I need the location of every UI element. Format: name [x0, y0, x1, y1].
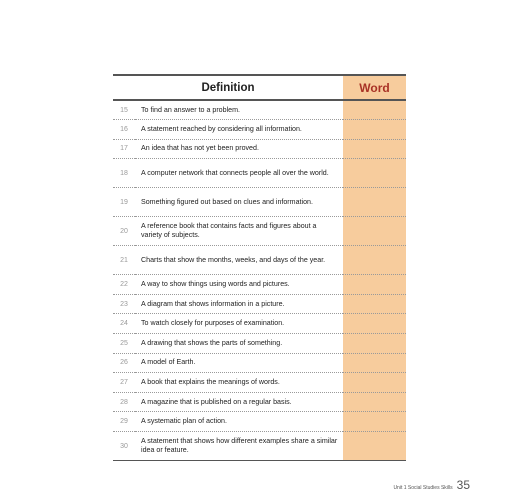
table-row [113, 294, 406, 314]
row-number: 16 [113, 120, 135, 140]
unit-label: Unit 1 Social Studies Skills [393, 485, 453, 491]
definition-text: A computer network that connects people all over the world. [135, 159, 343, 188]
word-answer-cell[interactable] [343, 412, 406, 432]
word-answer-cell[interactable] [343, 294, 406, 314]
definition-text: A reference book that contains facts and figures about a variety of subjects. [135, 217, 343, 246]
word-answer-cell[interactable] [343, 334, 406, 354]
table-row [113, 188, 406, 217]
definition-text: An idea that has not yet been proved. [135, 139, 343, 159]
definition-text: Something figured out based on clues and information. [135, 188, 343, 217]
row-number: 21 [113, 246, 135, 275]
row-number: 22 [113, 275, 135, 295]
word-answer-cell[interactable] [343, 159, 406, 188]
word-answer-cell[interactable] [343, 139, 406, 159]
table-row [113, 412, 406, 432]
page-footer [350, 478, 470, 492]
definition-text: A magazine that is published on a regular basis. [135, 392, 343, 412]
definition-text: A way to show things using words and pictures. [135, 275, 343, 295]
page-number: 35 [456, 478, 470, 492]
table-row [113, 246, 406, 275]
definition-text: A statement reached by considering all information. [135, 120, 343, 140]
table-row [113, 373, 406, 393]
table-row [113, 353, 406, 373]
table-row [113, 275, 406, 295]
row-number: 23 [113, 294, 135, 314]
word-answer-cell[interactable] [343, 275, 406, 295]
definition-text: A systematic plan of action. [135, 412, 343, 432]
row-number: 26 [113, 353, 135, 373]
table-header-row [113, 75, 406, 100]
table-row [113, 314, 406, 334]
definition-text: A diagram that shows information in a picture. [135, 294, 343, 314]
definition-text: A model of Earth. [135, 353, 343, 373]
row-number: 30 [113, 432, 135, 461]
table-row [113, 159, 406, 188]
word-column-header: Word [343, 75, 406, 100]
word-answer-cell[interactable] [343, 353, 406, 373]
word-answer-cell[interactable] [343, 373, 406, 393]
word-answer-cell[interactable] [343, 188, 406, 217]
word-answer-cell[interactable] [343, 100, 406, 120]
definition-text: A book that explains the meanings of words. [135, 373, 343, 393]
definition-text: A drawing that shows the parts of something. [135, 334, 343, 354]
definition-column-header: Definition [113, 75, 343, 100]
row-number: 15 [113, 100, 135, 120]
word-answer-cell[interactable] [343, 432, 406, 461]
word-answer-cell[interactable] [343, 246, 406, 275]
table-row [113, 217, 406, 246]
row-number: 25 [113, 334, 135, 354]
word-answer-cell[interactable] [343, 392, 406, 412]
row-number: 29 [113, 412, 135, 432]
row-number: 19 [113, 188, 135, 217]
table-row [113, 120, 406, 140]
word-answer-cell[interactable] [343, 217, 406, 246]
definition-text: To find an answer to a problem. [135, 100, 343, 120]
table-row [113, 432, 406, 461]
definition-text: To watch closely for purposes of examination. [135, 314, 343, 334]
row-number: 18 [113, 159, 135, 188]
word-answer-cell[interactable] [343, 314, 406, 334]
table-row [113, 334, 406, 354]
row-number: 28 [113, 392, 135, 412]
row-number: 27 [113, 373, 135, 393]
row-number: 20 [113, 217, 135, 246]
row-number: 17 [113, 139, 135, 159]
definition-text: Charts that show the months, weeks, and days of the year. [135, 246, 343, 275]
table-row [113, 392, 406, 412]
table-row [113, 100, 406, 120]
vocabulary-table-container [113, 74, 406, 461]
definition-text: A statement that shows how different examples share a similar idea or feature. [135, 432, 343, 461]
table-row [113, 139, 406, 159]
vocabulary-table [113, 74, 406, 461]
row-number: 24 [113, 314, 135, 334]
word-answer-cell[interactable] [343, 120, 406, 140]
